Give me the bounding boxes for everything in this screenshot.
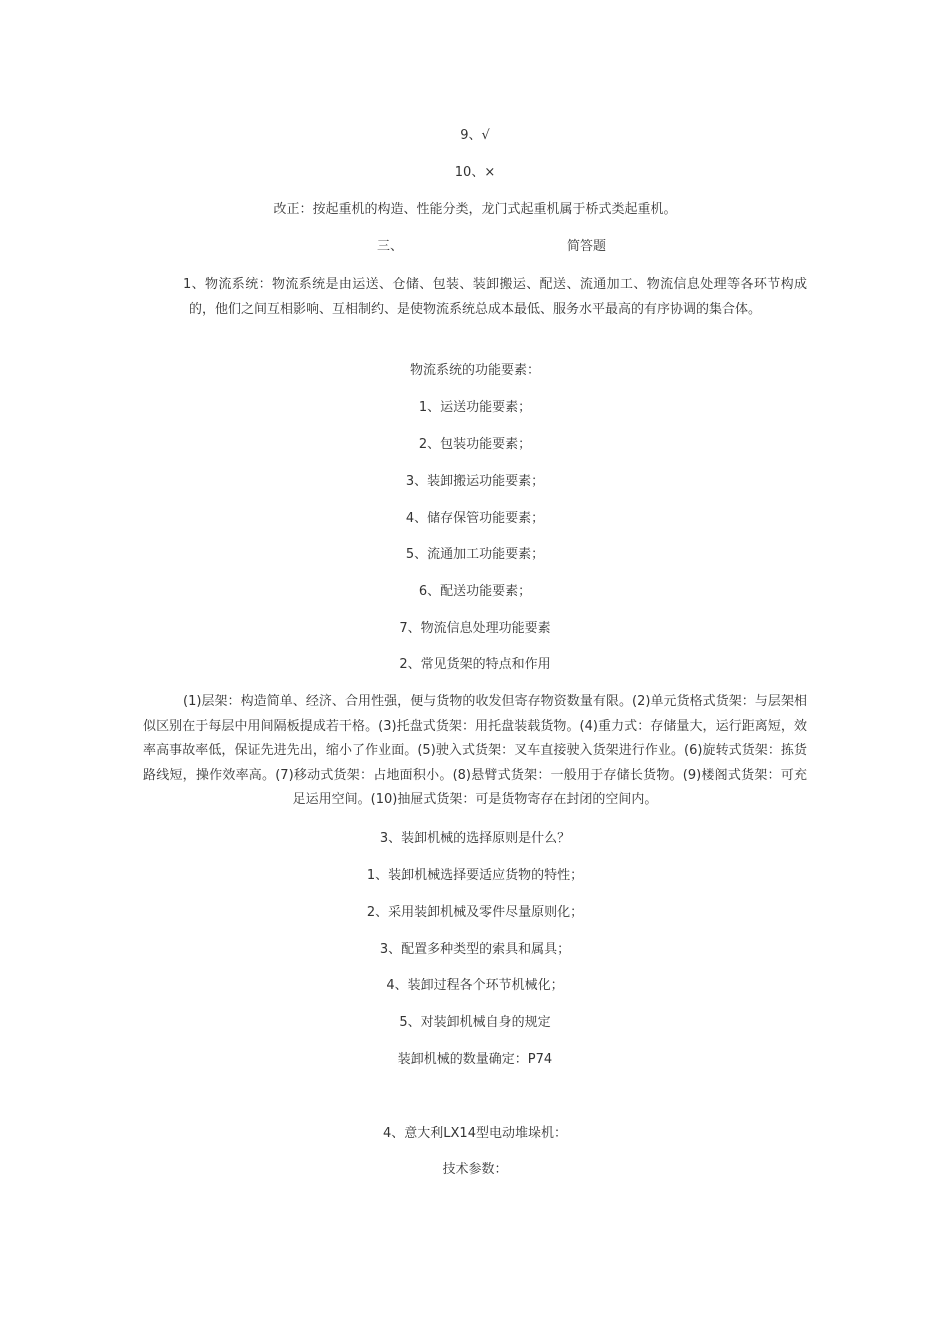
function-element-item: 5、流通加工功能要素； (405, 547, 545, 562)
quantity-note: 装卸机械的数量确定：P74 (397, 1052, 553, 1067)
function-element-item: 2、包装功能要素； (418, 437, 532, 452)
question-2-text: (1)层架：构造简单、经济、合用性强，便与货物的收发但寄存物资数量有限。(2)单元货格式货架：与层架相似区别在于每层中用间隔板提成若干格。(3)托盘式货架：用托盘装载货物。(4)重力式：存储量大，运行距离短，效率高事故率低，保证先进先出，缩小了作业面。(5)驶入式货架：叉车直接驶入货架进行作业。(6)旋转式货架：拣货路线短，操作效率高。(7)移动式货架：占地面积小。(8)悬臂式货架：一般用于存储长货物。(9)楼阁式货架：可充足运用空间。(10)抽屉式货架：可是货物寄存在封闭的空间内。 (143, 694, 807, 808)
principle-item: 1、装卸机械选择要适应货物的特性； (366, 868, 584, 883)
function-element-item: 1、运送功能要素； (418, 400, 532, 415)
question-1-text: 1、物流系统：物流系统是由运送、仓储、包装、装卸搬运、配送、流通加工、物流信息处理等各环节构成的，他们之间互相影响、互相制约、是使物流系统总成本最低、服务水平最高的有序协调的集合体。 (183, 277, 807, 317)
principle-item: 5、对装卸机械自身的规定 (399, 1015, 551, 1030)
section-number: 三、 (377, 239, 404, 254)
question-1-paragraph (143, 273, 807, 322)
principle-item: 3、配置多种类型的索具和属具； (379, 942, 571, 957)
function-element-item: 3、装卸搬运功能要素； (405, 474, 545, 489)
function-elements-title: 物流系统的功能要素： (409, 363, 540, 378)
section-heading (0, 238, 950, 256)
question-3-title: 3、装卸机械的选择原则是什么？ (379, 831, 571, 846)
technical-params-label: 技术参数： (442, 1162, 508, 1177)
question-4-title: 4、意大利LX14型电动堆垛机： (383, 1126, 567, 1141)
section-title: 简答题 (567, 239, 607, 254)
question-2-paragraph (143, 690, 807, 813)
question-2-title: 2、常见货架的特点和作用 (399, 657, 551, 672)
principle-item: 4、装卸过程各个环节机械化； (386, 978, 564, 993)
correction-text: 改正：按起重机的构造、性能分类，龙门式起重机属于桥式类起重机。 (273, 202, 677, 217)
answer-item-9: 9、√ (460, 128, 490, 143)
principle-item: 2、采用装卸机械及零件尽量原则化； (366, 905, 584, 920)
answer-item-10: 10、× (454, 165, 496, 180)
function-element-item: 6、配送功能要素； (418, 584, 532, 599)
function-element-item: 4、储存保管功能要素； (405, 511, 545, 526)
function-element-item: 7、物流信息处理功能要素 (399, 621, 551, 636)
